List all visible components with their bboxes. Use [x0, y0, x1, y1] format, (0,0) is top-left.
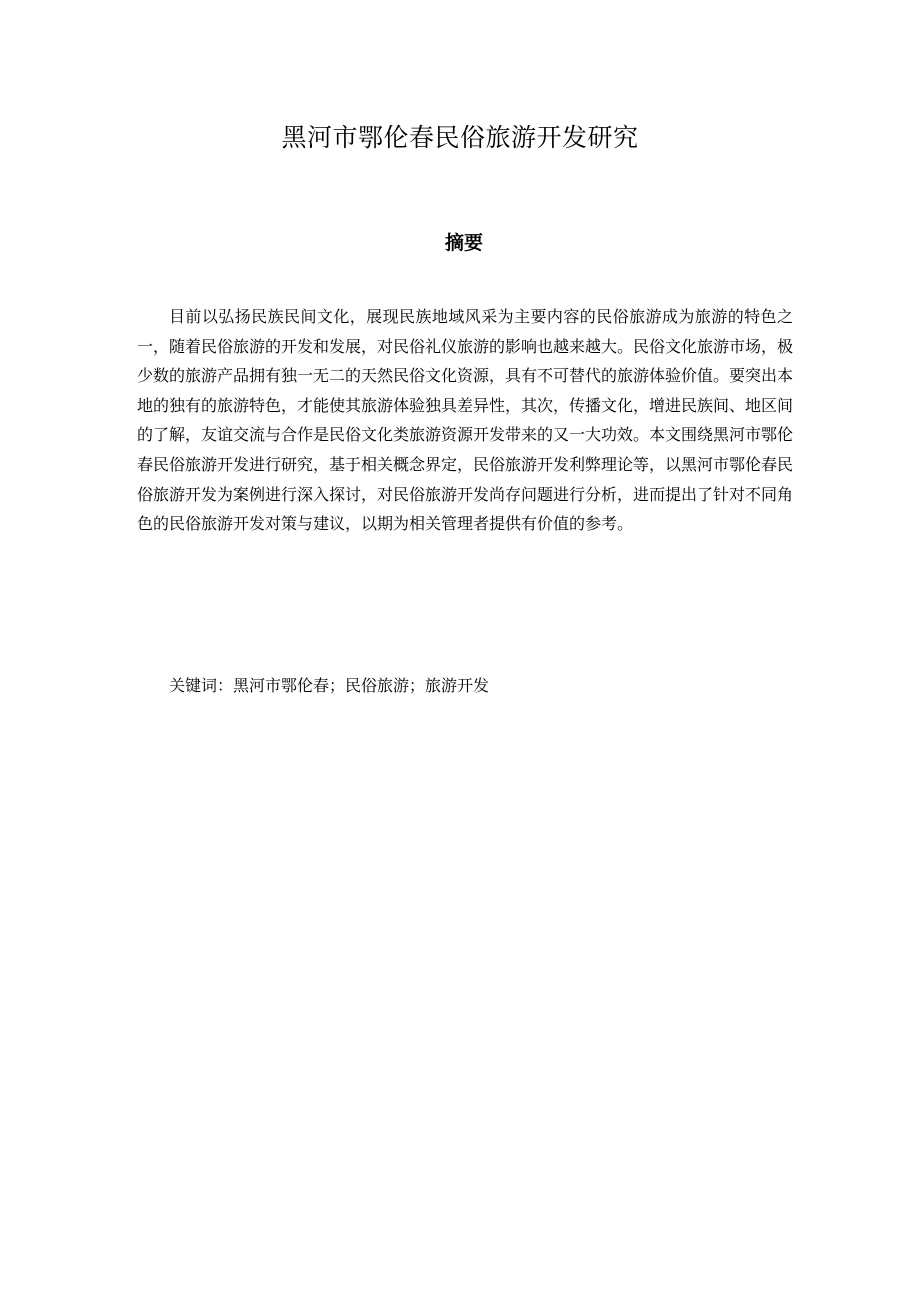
- keywords-label: 关键词：: [169, 676, 234, 695]
- keywords-line: [169, 672, 789, 700]
- paper-title: 黑河市鄂伦春民俗旅游开发研究: [281, 123, 639, 152]
- abstract-paragraph: 目前以弘扬民族民间文化，展现民族地域风采为主要内容的民俗旅游成为旅游的特色之一，随着民俗旅游的开发和发展，对民俗礼仪旅游的影响也越来越大。民俗文化旅游市场，极少数的旅游产品拥有独一无二的天然民俗文化资源，具有不可替代的旅游体验价值。要突出本地的独有的旅游特色，才能使其旅游体验独具差异性，其次，传播文化，增进民族间、地区间的了解，友谊交流与合作是民俗文化类旅游资源开发带来的又一大功效。本文围绕黑河市鄂伦春民俗旅游开发进行研究，基于相关概念界定，民俗旅游开发利弊理论等，以黑河市鄂伦春民俗旅游开发为案例进行深入探讨，对民俗旅游开发尚存问题进行分析，进而提出了针对不同角色的民俗旅游开发对策与建议，以期为相关管理者提供有价值的参考。: [137, 307, 794, 534]
- abstract-heading: 摘要: [444, 232, 483, 254]
- keywords-list: 黑河市鄂伦春；民俗旅游；旅游开发: [233, 676, 490, 695]
